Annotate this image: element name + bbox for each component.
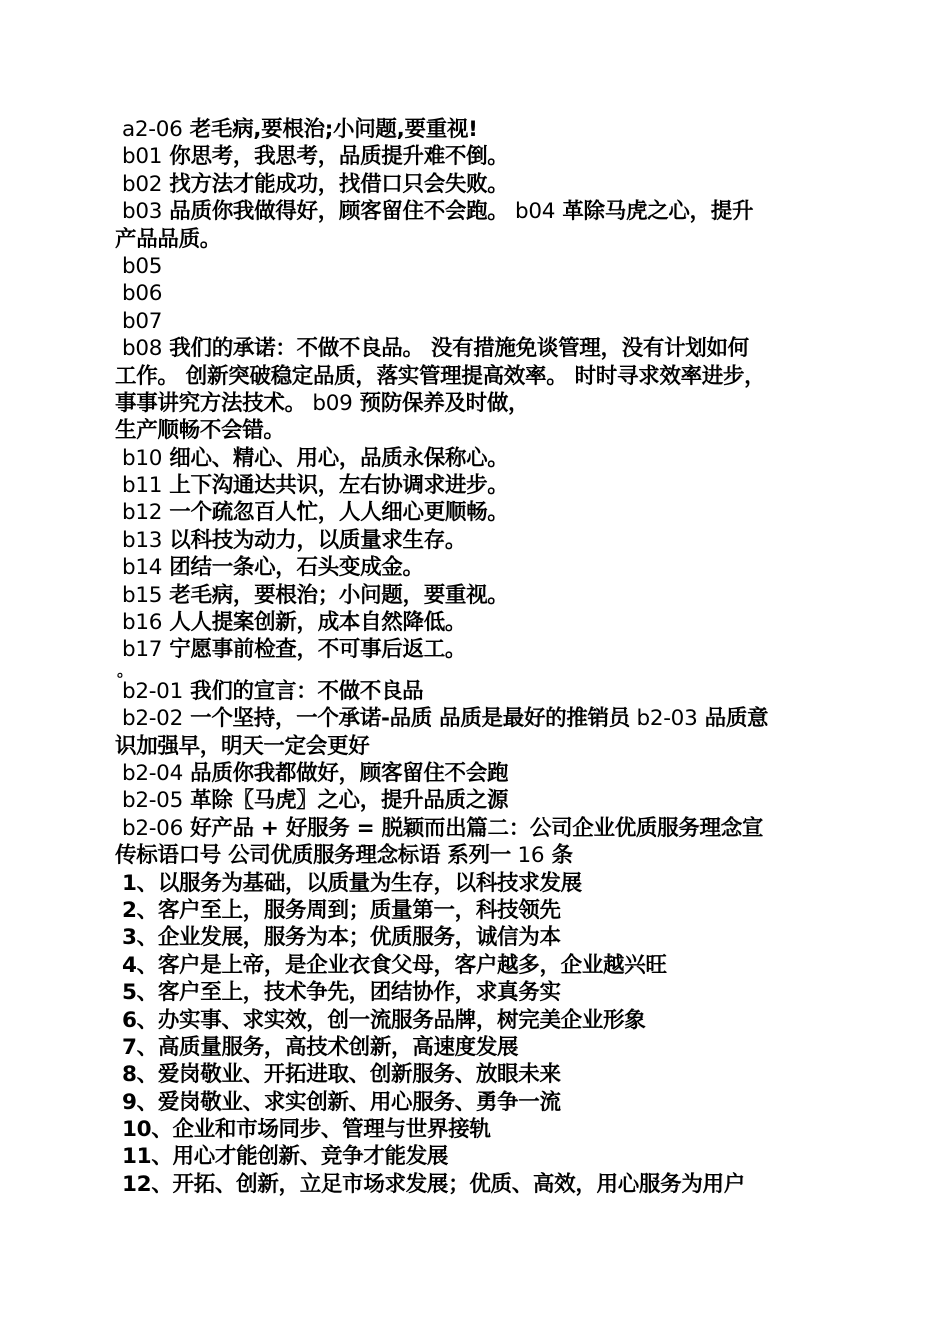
item-code: b10	[122, 445, 163, 471]
slogan-text: 工作。 创新突破稳定品质，落实管理提高效率。 时时寻求效率进步，	[115, 363, 766, 389]
text-line	[115, 733, 855, 760]
slogan-text: 团结一条心，石头变成金。	[162, 555, 424, 581]
item-code: b11	[122, 473, 163, 499]
text-line	[115, 1034, 855, 1061]
slogan-text: 10、企业和市场同步、管理与世界接轨	[122, 1117, 491, 1143]
slogan-text: 好产品 + 好服务 = 脱颖而出篇二：公司企业优质服务理念宣	[182, 815, 764, 841]
text-line	[115, 1007, 855, 1034]
text-line	[115, 253, 855, 280]
text-line	[115, 116, 855, 143]
item-code: 16	[517, 843, 545, 869]
slogan-text: 3、企业发展，服务为本；优质服务，诚信为本	[122, 925, 561, 951]
text-line	[115, 1061, 855, 1088]
slogan-text: 2、客户至上，服务周到；质量第一，科技领先	[122, 897, 561, 923]
separator-dot: 。	[117, 660, 133, 680]
slogan-text: 条	[544, 843, 573, 869]
text-line	[115, 280, 855, 307]
item-code: b13	[122, 527, 163, 553]
slogan-text: 产品品质。	[115, 226, 222, 252]
slogan-text: 你思考，我思考，品质提升难不倒。	[162, 144, 509, 170]
slogan-text: 8、爱岗敬业、开拓进取、创新服务、放眼未来	[122, 1062, 561, 1088]
slogan-text: 识加强早，明天一定会更好	[115, 733, 370, 759]
text-line	[115, 870, 855, 897]
slogan-text: 革除马虎之心，提升	[555, 199, 754, 225]
slogan-text: 人人提案创新，成本自然降低。	[162, 610, 467, 636]
text-line	[115, 1089, 855, 1116]
item-code: b02	[122, 171, 163, 197]
item-code: b06	[122, 281, 163, 307]
slogan-text: 9、爱岗敬业、求实创新、用心服务、勇争一流	[122, 1089, 561, 1115]
text-line	[115, 143, 855, 170]
slogan-text: 细心、精心、用心，品质永保称心。	[162, 445, 509, 471]
slogan-text: 找方法才能成功，找借口只会失败。	[162, 171, 509, 197]
slogan-text: 品质你我做得好，顾客留住不会跑。	[162, 199, 509, 225]
item-code: b2-02	[122, 706, 183, 732]
slogan-text: 老毛病,要根治;小问题,要重视!	[182, 117, 478, 142]
item-code: b2-06	[122, 815, 183, 841]
text-line	[115, 308, 855, 335]
slogan-text: 传标语口号 公司优质服务理念标语 系列一	[115, 843, 511, 869]
document-body	[115, 116, 855, 1198]
text-line	[115, 198, 855, 225]
item-code: b2-01	[122, 678, 183, 704]
slogan-text: 我们的宣言：不做不良品	[182, 678, 424, 704]
slogan-text: 老毛病，要根治；小问题，要重视。	[162, 582, 509, 608]
slogan-text: 7、高质量服务，高技术创新，高速度发展	[122, 1034, 519, 1060]
slogan-text: 我们的承诺：不做不良品。 没有措施免谈管理，没有计划如何	[162, 336, 749, 362]
text-line	[115, 787, 855, 814]
item-code: b03	[122, 199, 163, 225]
text-line	[115, 226, 855, 253]
text-line	[115, 636, 855, 663]
text-line	[115, 705, 855, 732]
text-line	[115, 952, 855, 979]
item-code: b17	[122, 637, 163, 663]
slogan-text: 1、以服务为基础，以质量为生存，以科技求发展	[122, 870, 582, 896]
item-code: b12	[122, 500, 163, 526]
text-line	[115, 554, 855, 581]
text-line	[115, 390, 855, 417]
text-line	[115, 363, 855, 390]
text-line	[115, 609, 855, 636]
item-code: b2-03	[636, 706, 698, 732]
slogan-text: 一个坚持，一个承诺-品质 品质是最好的推销员	[182, 706, 630, 732]
text-line	[115, 335, 855, 362]
item-code: b04	[515, 199, 556, 225]
text-line	[115, 472, 855, 499]
item-code: b14	[122, 555, 163, 581]
text-line	[115, 678, 855, 705]
text-line	[115, 171, 855, 198]
slogan-text: 4、客户是上帝，是企业衣食父母，客户越多，企业越兴旺	[122, 952, 667, 978]
item-code: b15	[122, 582, 163, 608]
text-line	[115, 527, 855, 554]
slogan-text: 一个疏忽百人忙，人人细心更顺畅。	[162, 500, 509, 526]
item-code: b08	[122, 336, 163, 362]
item-code: b16	[122, 610, 163, 636]
text-line	[115, 979, 855, 1006]
item-code: b2-04	[122, 760, 183, 786]
slogan-text: 事事讲究方法技术。	[115, 390, 306, 416]
text-line	[115, 499, 855, 526]
slogan-text: 12、开拓、创新，立足市场求发展；优质、高效，用心服务为用户	[122, 1171, 745, 1197]
text-line	[115, 760, 855, 787]
text-line	[115, 445, 855, 472]
text-line	[115, 1171, 855, 1198]
slogan-text: 以科技为动力，以质量求生存。	[162, 527, 467, 553]
slogan-text: 上下沟通达共识，左右协调求进步。	[162, 473, 509, 499]
text-line	[115, 1143, 855, 1170]
text-line	[115, 417, 855, 444]
slogan-text: 预防保养及时做，	[352, 390, 530, 416]
text-line	[115, 924, 855, 951]
item-code: b07	[122, 308, 163, 334]
item-code: b2-05	[122, 788, 183, 814]
text-line	[115, 815, 855, 842]
item-code: b05	[122, 253, 163, 279]
slogan-text: 6、办实事、求实效，创一流服务品牌，树完美企业形象	[122, 1007, 646, 1033]
item-code: b01	[122, 144, 163, 170]
text-line	[115, 842, 855, 869]
slogan-text: 品质意	[697, 706, 769, 732]
item-code: a2-06	[122, 117, 183, 142]
slogan-text: 11、用心才能创新、竞争才能发展	[122, 1144, 449, 1170]
slogan-text: 品质你我都做好，顾客留住不会跑	[182, 760, 509, 786]
text-line	[115, 1116, 855, 1143]
item-code: b09	[312, 390, 353, 416]
slogan-text: 生产顺畅不会错。	[115, 418, 285, 444]
text-line	[115, 897, 855, 924]
slogan-text: 宁愿事前检查，不可事后返工。	[162, 637, 467, 663]
slogan-text: 5、客户至上，技术争先，团结协作，求真务实	[122, 980, 561, 1006]
slogan-text: 革除〖马虎〗之心，提升品质之源	[182, 788, 509, 814]
text-line	[115, 582, 855, 609]
